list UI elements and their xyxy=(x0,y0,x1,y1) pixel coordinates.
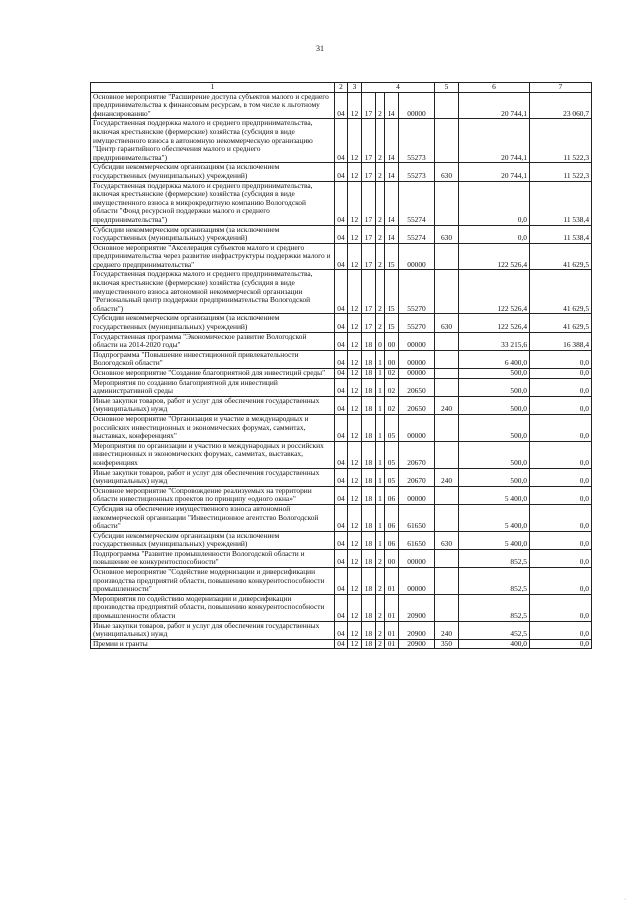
table-row xyxy=(91,225,592,243)
amount-col7: 0,0 xyxy=(530,531,592,549)
amount-col6: 452,5 xyxy=(459,621,530,639)
code-section: 04 xyxy=(335,549,348,567)
code-section: 04 xyxy=(335,314,348,332)
code-expense-type xyxy=(435,378,459,396)
row-description: Иные закупки товаров, работ и услуг для обеспечения государственных (муниципальных) нужд xyxy=(91,621,335,639)
code-subsection: 12 xyxy=(348,396,362,414)
code-program: 17 xyxy=(362,225,376,243)
row-description: Субсидии некоммерческим организациям (за исключением государственных (муниципальных) учреждений) xyxy=(91,225,335,243)
code-activity: I4 xyxy=(385,225,399,243)
code-direction: 00000 xyxy=(399,549,435,567)
code-subsection: 12 xyxy=(348,594,362,621)
code-program: 18 xyxy=(362,531,376,549)
row-description: Государственная поддержка малого и среднего предпринимательства, включая крестьянские (фермерские) хозяйства (субсидия в виде имущественного взноса в автономную некоммерческую организацию "Центр гарантийного обеспечения малого и среднего предпринимательства") xyxy=(91,119,335,163)
code-subprogram: 2 xyxy=(376,92,385,119)
code-program: 17 xyxy=(362,181,376,225)
code-section: 04 xyxy=(335,531,348,549)
header-cell-7: 7 xyxy=(530,83,592,93)
code-direction: 00000 xyxy=(399,369,435,379)
row-description: Субсидии некоммерческим организациям (за исключением государственных (муниципальных) учреждений) xyxy=(91,531,335,549)
table-row xyxy=(91,332,592,350)
amount-col6: 500,0 xyxy=(459,468,530,486)
code-activity: 05 xyxy=(385,441,399,468)
code-direction: 20900 xyxy=(399,639,435,649)
code-activity: 06 xyxy=(385,486,399,504)
code-subprogram: 2 xyxy=(376,549,385,567)
amount-col6: 0,0 xyxy=(459,225,530,243)
code-subprogram: 2 xyxy=(376,621,385,639)
code-subprogram: 1 xyxy=(376,504,385,531)
row-description: Основное мероприятие "Содействие модернизации и диверсификации производства предприятий области, повышению конкурентоспособности промышленности" xyxy=(91,568,335,595)
code-program: 17 xyxy=(362,314,376,332)
code-subsection: 12 xyxy=(348,350,362,368)
code-section: 04 xyxy=(335,332,348,350)
amount-col6: 6 400,0 xyxy=(459,350,530,368)
table-header-row xyxy=(91,83,592,93)
table-row xyxy=(91,243,592,270)
table-row xyxy=(91,314,592,332)
code-activity: 02 xyxy=(385,369,399,379)
code-expense-type: 350 xyxy=(435,639,459,649)
code-subsection: 12 xyxy=(348,414,362,441)
code-section: 04 xyxy=(335,378,348,396)
amount-col6: 122 526,4 xyxy=(459,243,530,270)
table-row xyxy=(91,568,592,595)
amount-col6: 500,0 xyxy=(459,441,530,468)
code-section: 04 xyxy=(335,594,348,621)
code-subprogram: 2 xyxy=(376,639,385,649)
code-expense-type xyxy=(435,568,459,595)
amount-col7: 0,0 xyxy=(530,594,592,621)
amount-col7: 0,0 xyxy=(530,378,592,396)
table-row xyxy=(91,531,592,549)
table-row xyxy=(91,639,592,649)
code-activity: 06 xyxy=(385,504,399,531)
code-direction: 20650 xyxy=(399,396,435,414)
amount-col7: 41 629,5 xyxy=(530,314,592,332)
amount-col6: 0,0 xyxy=(459,181,530,225)
row-description: Основное мероприятие "Акселерация субъектов малого и среднего предпринимательства через развитие инфраструктуры поддержки малого и среднего предпринимательства" xyxy=(91,243,335,270)
amount-col6: 500,0 xyxy=(459,369,530,379)
code-section: 04 xyxy=(335,504,348,531)
code-subprogram: 1 xyxy=(376,414,385,441)
code-direction: 61650 xyxy=(399,531,435,549)
code-expense-type: 630 xyxy=(435,531,459,549)
code-subsection: 12 xyxy=(348,568,362,595)
code-program: 17 xyxy=(362,119,376,163)
code-subprogram: 1 xyxy=(376,486,385,504)
table-row xyxy=(91,594,592,621)
code-program: 18 xyxy=(362,486,376,504)
amount-col7: 0,0 xyxy=(530,369,592,379)
code-expense-type: 630 xyxy=(435,163,459,181)
code-subprogram: 1 xyxy=(376,531,385,549)
amount-col6: 852,5 xyxy=(459,568,530,595)
code-section: 04 xyxy=(335,568,348,595)
code-activity: I4 xyxy=(385,119,399,163)
code-expense-type xyxy=(435,504,459,531)
code-program: 18 xyxy=(362,621,376,639)
code-direction: 55270 xyxy=(399,314,435,332)
code-direction: 20900 xyxy=(399,594,435,621)
amount-col7: 41 629,5 xyxy=(530,243,592,270)
amount-col6: 20 744,1 xyxy=(459,92,530,119)
code-expense-type xyxy=(435,332,459,350)
code-direction: 00000 xyxy=(399,92,435,119)
row-description: Основное мероприятие "Расширение доступа субъектов малого и среднего предпринимательства к финансовым ресурсам, в том числе к льготному финансированию" xyxy=(91,92,335,119)
code-subsection: 12 xyxy=(348,378,362,396)
code-program: 18 xyxy=(362,441,376,468)
code-subprogram: 0 xyxy=(376,332,385,350)
row-description: Субсидии некоммерческим организациям (за исключением государственных (муниципальных) учреждений) xyxy=(91,163,335,181)
amount-col6: 5 400,0 xyxy=(459,486,530,504)
code-activity: I5 xyxy=(385,314,399,332)
amount-col7: 11 538,4 xyxy=(530,225,592,243)
code-expense-type xyxy=(435,181,459,225)
code-activity: 05 xyxy=(385,414,399,441)
code-subprogram: 2 xyxy=(376,119,385,163)
code-expense-type: 630 xyxy=(435,314,459,332)
code-activity: 01 xyxy=(385,621,399,639)
amount-col6: 122 526,4 xyxy=(459,314,530,332)
code-direction: 55274 xyxy=(399,225,435,243)
code-subsection: 12 xyxy=(348,119,362,163)
code-subsection: 12 xyxy=(348,441,362,468)
code-activity: 05 xyxy=(385,468,399,486)
code-expense-type xyxy=(435,594,459,621)
row-description: Иные закупки товаров, работ и услуг для обеспечения государственных (муниципальных) нужд xyxy=(91,396,335,414)
table-row xyxy=(91,378,592,396)
code-activity: 02 xyxy=(385,396,399,414)
table-row xyxy=(91,549,592,567)
amount-col7: 0,0 xyxy=(530,568,592,595)
code-subprogram: 1 xyxy=(376,369,385,379)
code-expense-type xyxy=(435,270,459,314)
code-direction: 55273 xyxy=(399,119,435,163)
code-section: 04 xyxy=(335,396,348,414)
code-subsection: 12 xyxy=(348,314,362,332)
amount-col7: 0,0 xyxy=(530,441,592,468)
code-subprogram: 2 xyxy=(376,270,385,314)
amount-col7: 0,0 xyxy=(530,486,592,504)
table-row xyxy=(91,504,592,531)
row-description: Премии и гранты xyxy=(91,639,335,649)
code-subprogram: 2 xyxy=(376,163,385,181)
amount-col7: 0,0 xyxy=(530,621,592,639)
code-section: 04 xyxy=(335,486,348,504)
code-section: 04 xyxy=(335,225,348,243)
amount-col6: 20 744,1 xyxy=(459,119,530,163)
code-section: 04 xyxy=(335,468,348,486)
code-direction: 00000 xyxy=(399,243,435,270)
code-expense-type xyxy=(435,243,459,270)
code-subsection: 12 xyxy=(348,468,362,486)
amount-col6: 852,5 xyxy=(459,549,530,567)
code-section: 04 xyxy=(335,181,348,225)
code-activity: I4 xyxy=(385,92,399,119)
page-number: 31 xyxy=(316,44,324,53)
code-direction: 55273 xyxy=(399,163,435,181)
code-direction: 20670 xyxy=(399,468,435,486)
code-subprogram: 2 xyxy=(376,243,385,270)
code-subsection: 12 xyxy=(348,369,362,379)
amount-col7: 0,0 xyxy=(530,350,592,368)
code-subsection: 12 xyxy=(348,181,362,225)
code-section: 04 xyxy=(335,270,348,314)
code-subprogram: 1 xyxy=(376,378,385,396)
code-section: 04 xyxy=(335,119,348,163)
table-row xyxy=(91,270,592,314)
code-subprogram: 1 xyxy=(376,396,385,414)
table-row xyxy=(91,621,592,639)
code-subsection: 12 xyxy=(348,531,362,549)
code-section: 04 xyxy=(335,369,348,379)
code-subsection: 12 xyxy=(348,92,362,119)
code-activity: 01 xyxy=(385,568,399,595)
header-cell-4: 4 xyxy=(362,83,435,93)
code-direction: 00000 xyxy=(399,568,435,595)
amount-col7: 41 629,5 xyxy=(530,270,592,314)
code-activity: I5 xyxy=(385,243,399,270)
code-subsection: 12 xyxy=(348,243,362,270)
code-subsection: 12 xyxy=(348,621,362,639)
row-description: Государственная поддержка малого и среднего предпринимательства, включая крестьянские (фермерские) хозяйства (субсидия в виде имущественного взноса в микрокредитную компанию Вологодской области "Фонд ресурсной поддержки малого и среднего предпринимательства") xyxy=(91,181,335,225)
code-subsection: 12 xyxy=(348,332,362,350)
code-expense-type: 240 xyxy=(435,468,459,486)
code-program: 17 xyxy=(362,270,376,314)
code-section: 04 xyxy=(335,163,348,181)
table-row xyxy=(91,92,592,119)
code-direction: 20900 xyxy=(399,621,435,639)
code-subsection: 12 xyxy=(348,270,362,314)
code-activity: 01 xyxy=(385,639,399,649)
header-cell-2: 2 xyxy=(335,83,348,93)
amount-col6: 20 744,1 xyxy=(459,163,530,181)
code-activity: I4 xyxy=(385,181,399,225)
amount-col7: 23 060,7 xyxy=(530,92,592,119)
code-program: 18 xyxy=(362,568,376,595)
amount-col7: 0,0 xyxy=(530,396,592,414)
amount-col6: 5 400,0 xyxy=(459,531,530,549)
table-row xyxy=(91,486,592,504)
code-section: 04 xyxy=(335,639,348,649)
amount-col6: 852,5 xyxy=(459,594,530,621)
row-description: Подпрограмма "Повышение инвестиционной привлекательности Вологодской области" xyxy=(91,350,335,368)
code-section: 04 xyxy=(335,441,348,468)
table-row xyxy=(91,414,592,441)
row-description: Основное мероприятие "Сопровождение реализуемых на территории области инвестиционных проектов по принципу «одного окна»" xyxy=(91,486,335,504)
code-subprogram: 2 xyxy=(376,181,385,225)
amount-col6: 500,0 xyxy=(459,378,530,396)
code-subsection: 12 xyxy=(348,639,362,649)
row-description: Иные закупки товаров, работ и услуг для обеспечения государственных (муниципальных) нужд xyxy=(91,468,335,486)
scan-mark: · xyxy=(624,897,626,903)
amount-col6: 122 526,4 xyxy=(459,270,530,314)
code-activity: 02 xyxy=(385,378,399,396)
code-subprogram: 2 xyxy=(376,568,385,595)
code-program: 18 xyxy=(362,639,376,649)
row-description: Мероприятия по содействию модернизации и диверсификации производства предприятий области, повышению конкурентоспособности промышленности области xyxy=(91,594,335,621)
code-program: 17 xyxy=(362,243,376,270)
amount-col6: 500,0 xyxy=(459,396,530,414)
amount-col7: 11 522,3 xyxy=(530,119,592,163)
amount-col7: 11 538,4 xyxy=(530,181,592,225)
header-cell-3: 3 xyxy=(348,83,362,93)
code-section: 04 xyxy=(335,243,348,270)
code-expense-type xyxy=(435,92,459,119)
code-direction: 00000 xyxy=(399,414,435,441)
row-description: Мероприятия по созданию благоприятной для инвестиций административной среды xyxy=(91,378,335,396)
code-direction: 55270 xyxy=(399,270,435,314)
amount-col6: 5 400,0 xyxy=(459,504,530,531)
code-expense-type: 240 xyxy=(435,396,459,414)
code-program: 18 xyxy=(362,332,376,350)
code-activity: 01 xyxy=(385,594,399,621)
code-subprogram: 2 xyxy=(376,225,385,243)
code-program: 18 xyxy=(362,369,376,379)
code-program: 18 xyxy=(362,350,376,368)
code-direction: 00000 xyxy=(399,486,435,504)
code-expense-type: 240 xyxy=(435,621,459,639)
code-expense-type xyxy=(435,119,459,163)
code-activity: 00 xyxy=(385,332,399,350)
code-subsection: 12 xyxy=(348,549,362,567)
code-subsection: 12 xyxy=(348,163,362,181)
code-subsection: 12 xyxy=(348,504,362,531)
table-row xyxy=(91,396,592,414)
header-cell-1: 1 xyxy=(91,83,335,93)
amount-col6: 500,0 xyxy=(459,414,530,441)
code-subprogram: 1 xyxy=(376,441,385,468)
code-program: 18 xyxy=(362,549,376,567)
code-activity: 00 xyxy=(385,350,399,368)
row-description: Государственная поддержка малого и среднего предпринимательства, включая крестьянские (фермерские) хозяйства (субсидия в виде имущественного взноса автономной некоммерческой организации "Региональный центр поддержки предпринимательства Вологодской области") xyxy=(91,270,335,314)
code-subprogram: 2 xyxy=(376,594,385,621)
code-section: 04 xyxy=(335,621,348,639)
amount-col6: 400,0 xyxy=(459,639,530,649)
amount-col7: 0,0 xyxy=(530,504,592,531)
code-program: 18 xyxy=(362,396,376,414)
header-cell-6: 6 xyxy=(459,83,530,93)
code-subsection: 12 xyxy=(348,486,362,504)
amount-col7: 0,0 xyxy=(530,549,592,567)
table-row xyxy=(91,369,592,379)
amount-col7: 0,0 xyxy=(530,414,592,441)
table-row xyxy=(91,163,592,181)
code-expense-type xyxy=(435,369,459,379)
code-program: 18 xyxy=(362,378,376,396)
row-description: Государственная программа "Экономическое развитие Вологодской области на 2014-2020 годы" xyxy=(91,332,335,350)
row-description: Субсидия на обеспечение имущественного взноса автономной некоммерческой организации "Инвестиционное агентство Вологодской области" xyxy=(91,504,335,531)
amount-col7: 0,0 xyxy=(530,639,592,649)
code-expense-type xyxy=(435,350,459,368)
budget-table xyxy=(90,82,592,649)
code-direction: 00000 xyxy=(399,350,435,368)
amount-col7: 16 388,4 xyxy=(530,332,592,350)
code-subsection: 12 xyxy=(348,225,362,243)
table-row xyxy=(91,441,592,468)
amount-col7: 0,0 xyxy=(530,468,592,486)
code-direction: 00000 xyxy=(399,332,435,350)
code-subprogram: 2 xyxy=(376,314,385,332)
code-program: 18 xyxy=(362,468,376,486)
code-program: 18 xyxy=(362,504,376,531)
code-activity: 06 xyxy=(385,531,399,549)
code-direction: 55274 xyxy=(399,181,435,225)
code-direction: 20650 xyxy=(399,378,435,396)
table-row xyxy=(91,468,592,486)
table-row xyxy=(91,181,592,225)
code-program: 18 xyxy=(362,414,376,441)
amount-col7: 11 522,3 xyxy=(530,163,592,181)
header-cell-5: 5 xyxy=(435,83,459,93)
code-expense-type xyxy=(435,486,459,504)
amount-col6: 33 215,6 xyxy=(459,332,530,350)
code-expense-type xyxy=(435,414,459,441)
code-direction: 61650 xyxy=(399,504,435,531)
code-program: 17 xyxy=(362,92,376,119)
row-description: Мероприятия по организации и участию в международных и российских инвестиционных и экономических форумах, саммитах, выставках, конференциях xyxy=(91,441,335,468)
code-subprogram: 1 xyxy=(376,468,385,486)
code-activity: 00 xyxy=(385,549,399,567)
row-description: Основное мероприятие "Создание благоприятной для инвестиций среды" xyxy=(91,369,335,379)
code-activity: I4 xyxy=(385,163,399,181)
code-expense-type: 630 xyxy=(435,225,459,243)
code-section: 04 xyxy=(335,414,348,441)
code-direction: 20670 xyxy=(399,441,435,468)
row-description: Субсидии некоммерческим организациям (за исключением государственных (муниципальных) учреждений) xyxy=(91,314,335,332)
code-section: 04 xyxy=(335,92,348,119)
code-expense-type xyxy=(435,441,459,468)
table-row xyxy=(91,350,592,368)
code-subprogram: 1 xyxy=(376,350,385,368)
row-description: Подпрограмма "Развитие промышленности Вологодской области и повышение ее конкурентоспособности" xyxy=(91,549,335,567)
code-program: 17 xyxy=(362,163,376,181)
row-description: Основное мероприятие "Организация и участие в международных и российских инвестиционных и экономических форумах, саммитах, выставках, конференциях" xyxy=(91,414,335,441)
code-expense-type xyxy=(435,549,459,567)
code-program: 18 xyxy=(362,594,376,621)
table-row xyxy=(91,119,592,163)
code-section: 04 xyxy=(335,350,348,368)
code-activity: I5 xyxy=(385,270,399,314)
